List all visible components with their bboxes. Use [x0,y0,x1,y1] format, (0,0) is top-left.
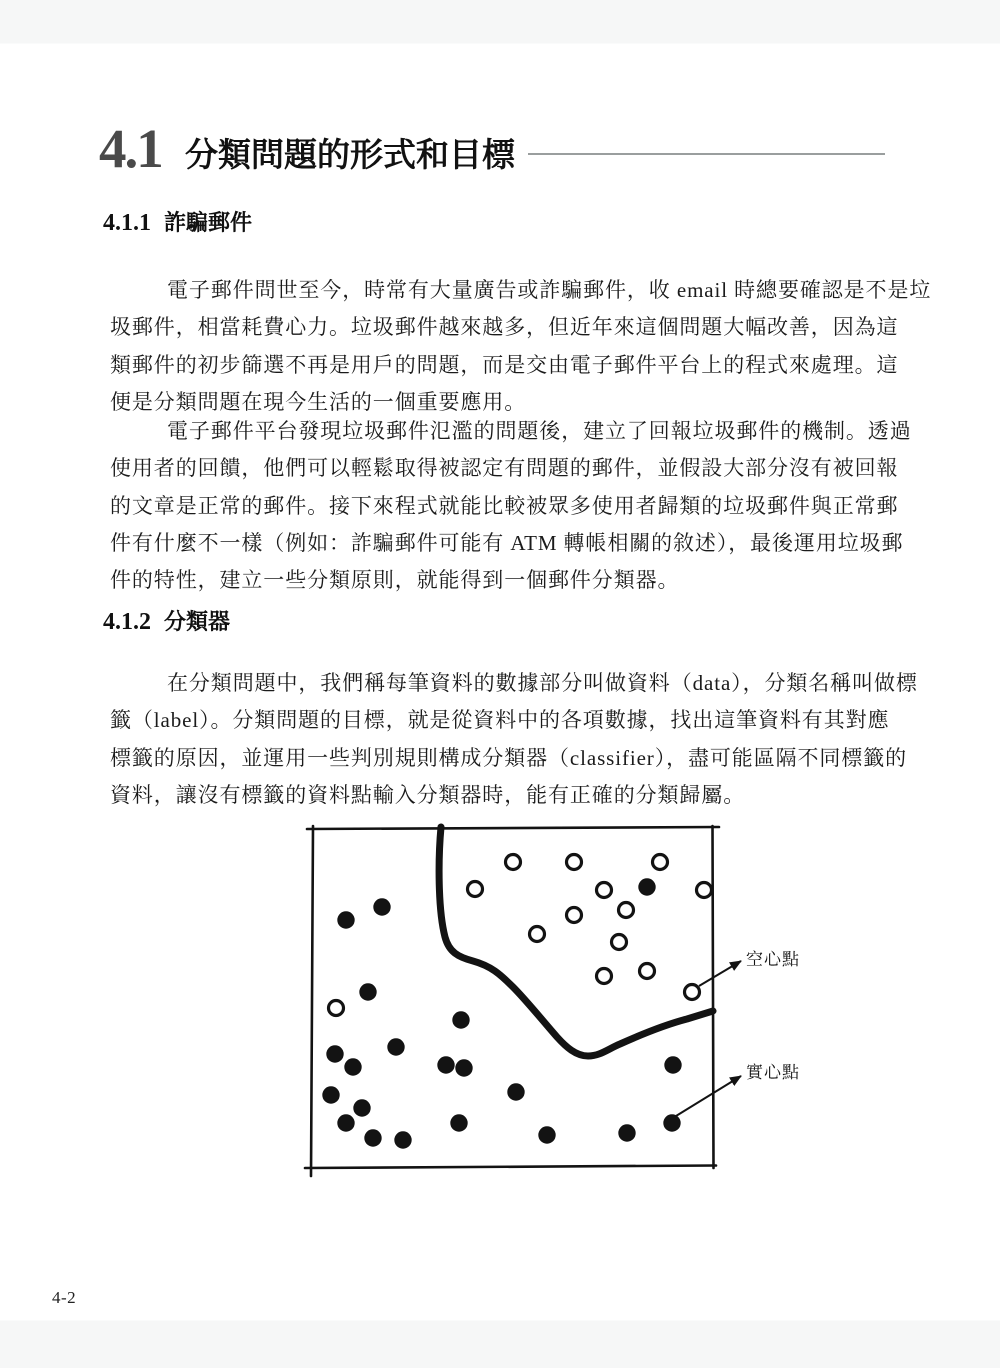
hollow-data-point [697,883,712,898]
hollow-data-point [468,882,483,897]
subsection-heading-1 [103,208,252,241]
page-number: 4-2 [52,1288,77,1307]
paragraph-1-line: 類郵件的初步篩選不再是用戶的問題，而是交由電子郵件平台上的程式來處理。這 [110,352,899,377]
paragraph-2-line: 的文章是正常的郵件。接下來程式就能比較被眾多使用者歸類的垃圾郵件與正常郵 [110,493,899,518]
hollow-data-point [597,969,612,984]
subsection-1-number: 4.1.1 [103,210,151,236]
hollow-point-label: 空心點 [746,950,800,969]
solid-data-point [327,1046,343,1062]
hollow-data-point [685,985,700,1000]
figure-frame-edge [311,826,313,1176]
solid-data-point [338,912,354,928]
annotation-arrow [699,961,741,986]
solid-data-point [338,1115,354,1131]
paragraph-2-line: 件的特性，建立一些分類原則，就能得到一個郵件分類器。 [110,568,680,593]
solid-data-point [664,1115,680,1131]
paragraph-3-line: 在分類問題中，我們稱每筆資料的數據部分叫做資料（data），分類名稱叫做標 [167,671,918,695]
section-title: 分類問題的形式和目標 [185,136,515,173]
solid-data-point [453,1012,469,1028]
solid-data-point [354,1100,370,1116]
paragraph-1-line: 電子郵件問世至今，時常有大量廣告或詐騙郵件，收 email 時總要確認是不是垃 [167,278,932,302]
paragraph-1 [110,272,932,421]
solid-data-point [456,1060,472,1076]
solid-data-point [360,984,376,1000]
classifier-scatter-figure [295,815,805,1185]
subsection-1-title: 詐騙郵件 [164,210,253,235]
figure-frame-edge [713,826,714,1168]
paragraph-3-line: 資料，讓沒有標籤的資料點輸入分類器時，能有正確的分類歸屬。 [110,782,746,807]
solid-data-point [374,899,390,915]
paragraph-1-line: 便是分類問題在現今生活的一個重要應用。 [110,389,527,414]
bottom-letterbox-bar [0,1320,1000,1368]
paragraph-2-line: 電子郵件平台發現垃圾郵件氾濫的問題後，建立了回報垃圾郵件的機制。透過 [167,419,912,443]
paragraph-2 [110,413,910,599]
paragraph-3 [110,665,918,814]
solid-data-point [665,1057,681,1073]
hollow-data-point [640,964,655,979]
solid-data-point [365,1130,381,1146]
solid-data-point [619,1125,635,1141]
annotation-arrow [676,1076,741,1116]
hollow-data-point [597,883,612,898]
hollow-data-point [506,855,521,870]
solid-data-point [323,1087,339,1103]
solid-data-point [639,879,655,895]
top-letterbox-bar [0,0,1000,44]
solid-data-point [508,1084,524,1100]
subsection-2-number: 4.1.2 [103,609,151,635]
solid-data-point [345,1059,361,1075]
solid-data-point [395,1132,411,1148]
hollow-data-point [329,1001,344,1016]
paragraph-1-line: 圾郵件，相當耗費心力。垃圾郵件越來越多，但近年來這個問題大幅改善，因為這 [110,315,899,340]
paragraph-2-line: 件有什麼不一樣（例如：詐騙郵件可能有 ATM 轉帳相關的敘述），最後運用垃圾郵 [110,530,904,555]
solid-point-label: 實心點 [746,1063,800,1082]
solid-data-point [451,1115,467,1131]
section-number: 4.1 [99,118,162,179]
hollow-data-point [530,927,545,942]
hollow-data-point [567,908,582,923]
hollow-data-point [619,903,634,918]
section-title-rule [528,153,885,155]
paragraph-3-line: 標籤的原因，並運用一些判別規則構成分類器（classifier），盡可能區隔不同標籤的 [110,745,907,770]
hollow-data-point [567,855,582,870]
solid-data-point [388,1039,404,1055]
hollow-data-point [653,855,668,870]
subsection-heading-2 [103,607,230,640]
figure-frame-edge [305,1166,716,1169]
hollow-data-point [612,935,627,950]
paragraph-3-line: 籤（label）。分類問題的目標，就是從資料中的各項數據，找出這筆資料有其對應 [110,708,890,733]
figure-frame-edge [307,827,719,829]
paragraph-2-line: 使用者的回饋，他們可以輕鬆取得被認定有問題的郵件，並假設大部分沒有被回報 [110,456,899,481]
solid-data-point [438,1057,454,1073]
solid-data-point [539,1127,555,1143]
subsection-2-title: 分類器 [164,609,231,634]
